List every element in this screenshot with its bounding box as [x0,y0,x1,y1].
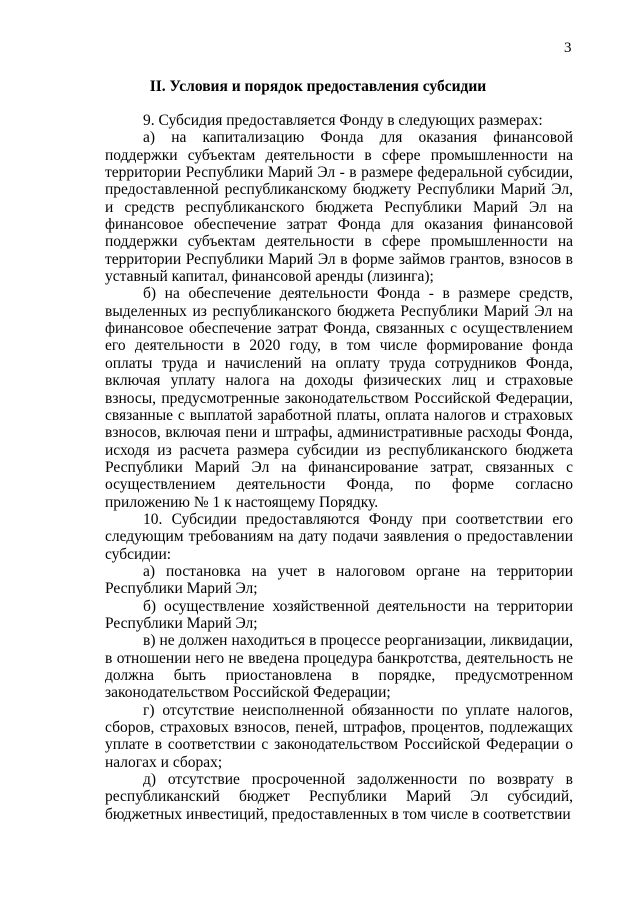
document-body [105,112,573,823]
page-number: 3 [564,40,572,56]
paragraph-item-10: 10. Субсидии предоставляются Фонду при соответствии его следующим требованиям на дату подачи заявления о предоставлении субсидии: [105,510,573,563]
paragraph-subitem-10d: д) отсутствие просроченной задолженности по возврату в республиканский бюджет Республики Марий Эл субсидий, бюджетных инвестиций, предоставленных в том числе в соответствии [105,771,573,823]
paragraph-subitem-10g: г) отсутствие неисполненной обязанности по уплате налогов, сборов, страховых взносов, пеней, штрафов, процентов, подлежащих уплате в соответствии с законодательством Российской Федерации о налогах и сборах; [105,701,573,771]
paragraph-subitem-10a: а) постановка на учет в налоговом органе на территории Республики Марий Эл; [105,562,573,598]
section-heading: II. Условия и порядок предоставления субсидии [149,78,487,95]
paragraph-subitem-10v: в) не должен находиться в процессе реорганизации, ликвидации, в отношении него не введена процедура банкротства, деятельность не должна быть приостановлена в порядке, предусмотренном законодательством Российской Федерации; [105,632,573,702]
paragraph-item-9: 9. Субсидия предоставляется Фонду в следующих размерах: [143,112,543,129]
paragraph-subitem-9a: а) на капитализацию Фонда для оказания финансовой поддержки субъектам деятельности в сфере промышленности на территории Республики Марий Эл - в размере федеральной субсидии, предоставленной республиканскому бюджету Республики Марий Эл, и средств республиканского бюджета Республики Марий Эл на финансовое обеспечение затрат Фонда для оказания финансовой поддержки субъектам деятельности в сфере промышленности на территории Республики Марий Эл в форме займов грантов, взносов в уставный капитал, финансовой аренды (лизинга); [105,129,573,286]
paragraph-subitem-10b: б) осуществление хозяйственной деятельности на территории Республики Марий Эл; [105,597,573,632]
paragraph-subitem-9b: б) на обеспечение деятельности Фонда - в размере средств, выделенных из республиканского бюджета Республики Марий Эл на финансовое обеспечение затрат Фонда, связанных с осуществлением его деятельности в 2020 году, в том числе формирование фонда оплаты труда и начислений на оплату труда сотрудников Фонда, включая уплату налога на доходы физических лиц и страховые взносы, предусмотренные законодательством Российской Федерации, связанные с выплатой заработной платы, оплата налогов и страховых взносов, включая пени и штрафы, административные расходы Фонда, исходя из расчета размера субсидии из республиканского бюджета Республики Марий Эл на финансирование затрат, связанных с осуществлением деятельности Фонда, по форме согласно приложению № 1 к настоящему Порядку. [105,285,573,511]
